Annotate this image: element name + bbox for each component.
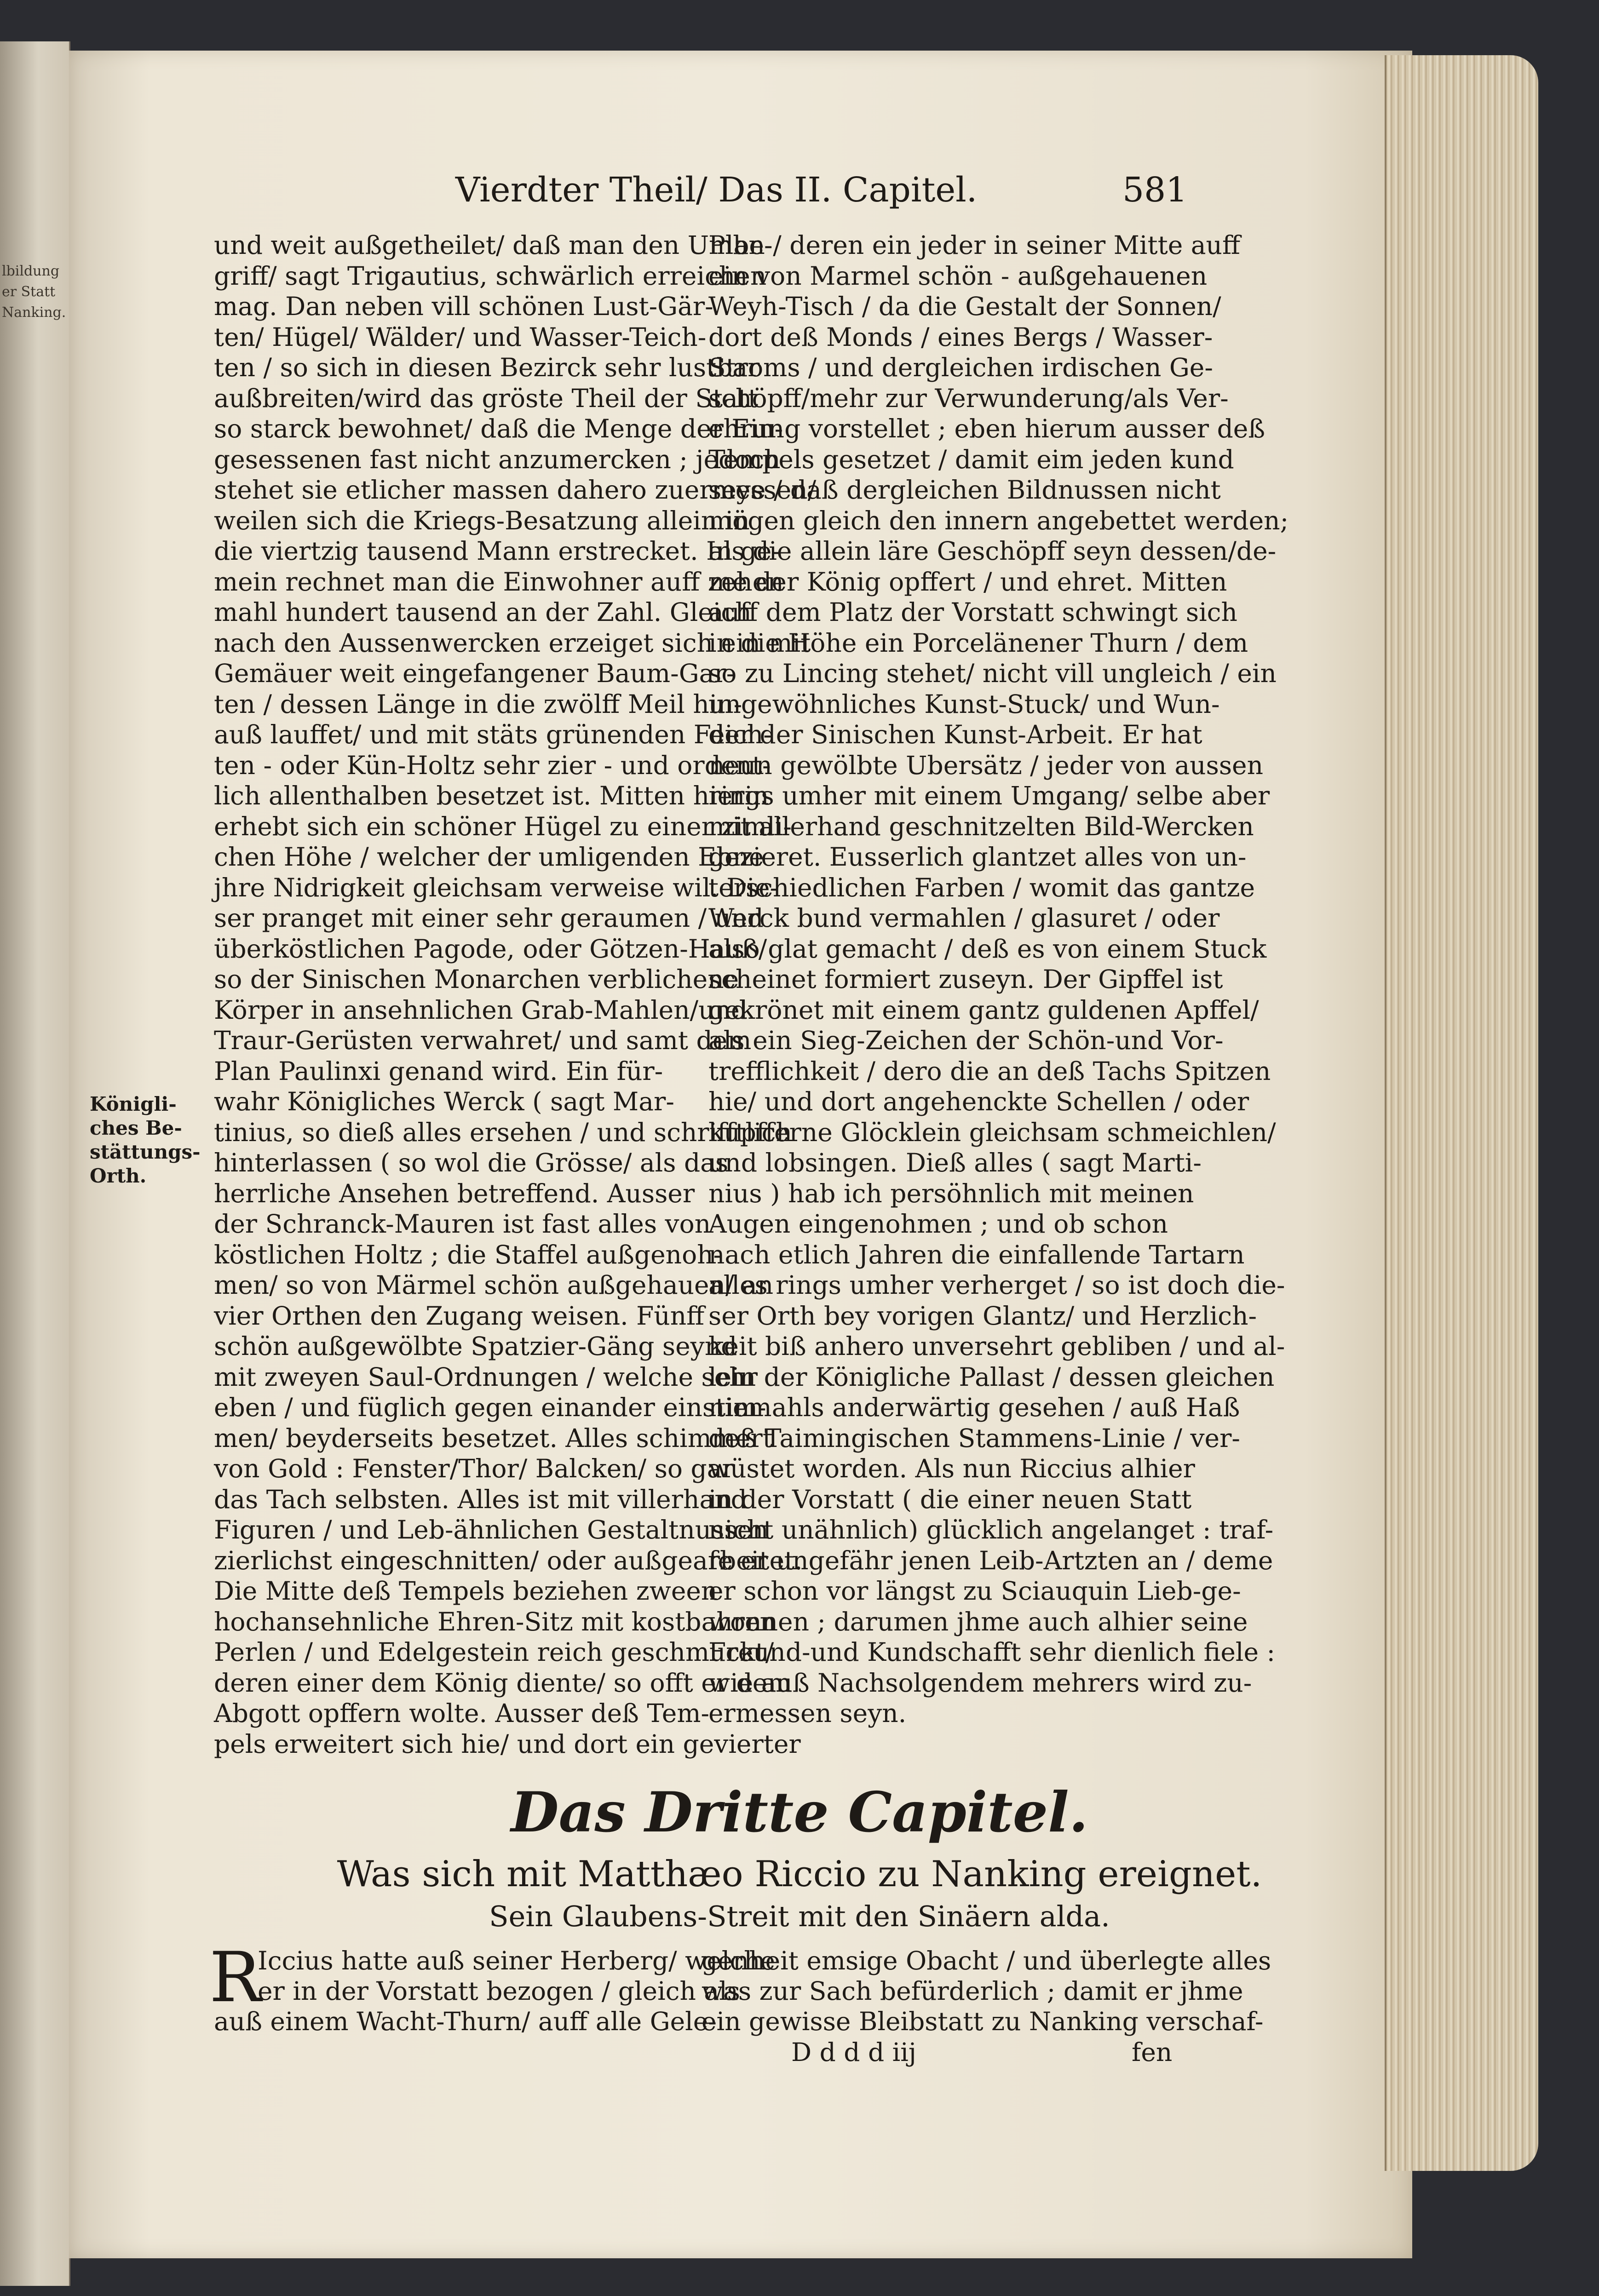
text-line: wonnen ; darumen jhme auch alhier seine (708, 1607, 1248, 1636)
text-line: me der König opffert / und ehret. Mitten (708, 567, 1227, 597)
text-line: so zu Lincing stehet/ nicht vill ungleich / ein (708, 659, 1277, 688)
text-line: gekrönet mit einem gantz guldenen Apffel/ (708, 995, 1259, 1025)
text-line: außbreiten/wird das gröste Theil der Statt (214, 383, 759, 413)
text-line: der der Sinischen Kunst-Arbeit. Er hat (708, 720, 1202, 749)
text-line: wahr Königliches Werck ( sagt Mar- (214, 1087, 674, 1116)
text-line: deren einer dem König diente/ so offt er dem (214, 1668, 792, 1698)
margin-note (90, 1092, 209, 1188)
text-line: er schon vor längst zu Sciauquin Lieb-ge- (708, 1576, 1241, 1606)
text-line: zierlichst eingeschnitten/ oder außgearbeitet. (214, 1545, 803, 1575)
chapter-title: Das Dritte Capitel. (511, 1780, 1088, 1845)
text-line: gesessenen fast nicht anzumercken ; jedoch (214, 444, 781, 474)
text-line: auff dem Platz der Vorstatt schwingt sich (708, 597, 1237, 627)
text-line: auß lauffet/ und mit stäts grünenden Feich- (214, 720, 772, 749)
text-line: tinius, so dieß alles ersehen / und schrifftlich (214, 1117, 792, 1147)
text-line: lein der Königliche Pallast / dessen gleichen (708, 1362, 1275, 1392)
text-line: griff/ sagt Trigautius, schwärlich erreichen (214, 261, 767, 291)
text-line: in die Höhe ein Porcelänener Thurn / dem (708, 628, 1248, 658)
text-line: keit biß anhero unversehrt gebliben / und al- (708, 1332, 1285, 1361)
chapter-body-left (214, 1946, 776, 2037)
text-line: mit allerhand geschnitzelten Bild-Wercken (708, 811, 1254, 841)
left-page-sidenote-line: lbildung (2, 263, 60, 279)
text-line: schöpff/mehr zur Verwunderung/als Ver- (708, 383, 1229, 413)
margin-note-line: stättungs- (90, 1141, 201, 1163)
body-line: was zur Sach befürderlich ; damit er jhme (702, 1976, 1243, 2006)
catchword: fen (1132, 2038, 1173, 2067)
text-line: überköstlichen Pagode, oder Götzen-Hauß/ (214, 934, 767, 964)
text-line: Traur-Gerüsten verwahret/ und samt dem (214, 1026, 752, 1055)
margin-note-line: Königli- (90, 1093, 177, 1115)
text-line: jhre Nidrigkeit gleichsam verweise wil. Die- (214, 872, 779, 902)
text-line: hochansehnliche Ehren-Sitz mit kostbahren (214, 1607, 776, 1636)
text-line: eben / und füglich gegen einander einstim- (214, 1393, 766, 1422)
text-line: in der Vorstatt ( die einer neuen Statt (708, 1484, 1192, 1514)
text-line: seye / daß dergleichen Bildnussen nicht (708, 475, 1221, 505)
body-line: auß einem Wacht-Thurn/ auff alle Gele- (214, 2007, 717, 2036)
text-line: deß Taimingischen Stammens-Linie / ver- (708, 1423, 1240, 1453)
text-line: Tempels gesetzet / damit eim jeden kund (708, 444, 1234, 474)
text-line: niemahls anderwärtig gesehen / auß Haß (708, 1393, 1240, 1422)
text-line: Die Mitte deß Tempels beziehen zween (214, 1576, 718, 1606)
text-line: der Schranck-Mauren ist fast alles von (214, 1209, 711, 1239)
text-line: stehet sie etlicher massen dahero zuermessen/ (214, 475, 817, 505)
text-line: Weyh-Tisch / da die Gestalt der Sonnen/ (708, 292, 1221, 321)
text-line: und lobsingen. Dieß alles ( sagt Marti- (708, 1148, 1202, 1177)
text-line: Perlen / und Edelgestein reich geschmuckt/ (214, 1637, 774, 1667)
text-column-right (708, 230, 1289, 1729)
text-line: Abgott opffern wolte. Ausser deß Tem- (214, 1699, 710, 1728)
text-line: wüstet worden. Als nun Riccius alhier (708, 1454, 1195, 1483)
text-line: Plan Paulinxi genand wird. Ein für- (214, 1056, 663, 1086)
text-line: Stroms / und dergleichen irdischen Ge- (708, 353, 1213, 382)
text-line: nach den Aussenwercken erzeiget sich ein mit (214, 628, 811, 658)
text-line: dort deß Monds / eines Bergs / Wasser- (708, 322, 1213, 352)
left-page-sidenote-line: er Statt (2, 284, 56, 300)
text-line: ten/ Hügel/ Wälder/ und Wasser-Teich- (214, 322, 707, 352)
text-line: gezieret. Eusserlich glantzet alles von un- (708, 842, 1247, 872)
text-line: von Gold : Fenster/Thor/ Balcken/ so gar (214, 1454, 734, 1483)
text-line: ten / dessen Länge in die zwölff Meil hin- (214, 689, 742, 719)
text-line: mahl hundert tausend an der Zahl. Gleich (214, 597, 752, 627)
signature-mark: D d d d iij (791, 2038, 916, 2067)
text-line: lich allenthalben besetzet ist. Mitten hierin (214, 781, 769, 810)
text-line: vier Orthen den Zugang weisen. Fünff (214, 1301, 705, 1331)
text-line: Plan / deren ein jeder in seiner Mitte auff (708, 230, 1241, 260)
text-line: ermessen seyn. (708, 1699, 907, 1728)
text-line: trefflichkeit / dero die an deß Tachs Spitzen (708, 1056, 1271, 1086)
text-line: ser pranget mit einer sehr geraumen / und (214, 903, 764, 933)
text-line: kupfferne Glöcklein gleichsam schmeichlen/ (708, 1117, 1276, 1147)
page-number: 581 (1122, 170, 1188, 210)
text-line: alles rings umher verherget / so ist doch die- (708, 1270, 1285, 1300)
body-line: genheit emsige Obacht / und überlegte alles (702, 1946, 1271, 1975)
text-line: das Tach selbsten. Alles ist mit villerhand (214, 1484, 747, 1514)
text-line: ser Orth bey vorigen Glantz/ und Herzlich- (708, 1301, 1257, 1331)
text-line: hinterlassen ( so wol die Grösse/ als das (214, 1148, 729, 1177)
body-line: Iccius hatte auß seiner Herberg/ welche (258, 1946, 776, 1975)
text-line: mein rechnet man die Einwohner auff zehen (214, 567, 784, 597)
text-line: scheinet formiert zuseyn. Der Gipffel ist (708, 964, 1223, 994)
text-line: die viertzig tausend Mann erstrecket. In ge- (214, 536, 781, 566)
text-line: herrliche Ansehen betreffend. Ausser (214, 1178, 695, 1208)
text-line: neun gewölbte Ubersätz / jeder von aussen (708, 750, 1264, 780)
text-line: Körper in ansehnlichen Grab-Mahlen/und (214, 995, 748, 1025)
text-line: men/ beyderseits besetzet. Alles schimmert (214, 1423, 773, 1453)
text-line: nicht unähnlich) glücklich angelanget : traf- (708, 1515, 1274, 1544)
left-page-edge (0, 41, 70, 2286)
text-line: nius ) hab ich persöhnlich mit meinen (708, 1178, 1194, 1208)
text-line: ungewöhnliches Kunst-Stuck/ und Wun- (708, 689, 1220, 719)
drop-cap: R (209, 1938, 261, 2018)
text-line: ten / so sich in diesen Bezirck sehr lustbar (214, 353, 760, 382)
text-line: pels erweitert sich hie/ und dort ein gevierter (214, 1729, 801, 1759)
chapter-heading: Was sich mit Matthæo Riccio zu Nanking ereignet. (337, 1854, 1262, 1895)
text-line: fe er ungefähr jenen Leib-Artzten an / deme (708, 1545, 1273, 1575)
text-line: nach etlich Jahren die einfallende Tartarn (708, 1240, 1245, 1269)
text-line: ten - oder Kün-Holtz sehr zier - und ordent- (214, 750, 771, 780)
text-line: Augen eingenohmen ; und ob schon (708, 1209, 1168, 1239)
margin-note-line: Orth. (90, 1165, 147, 1187)
text-line: als ein Sieg-Zeichen der Schön-und Vor- (708, 1026, 1224, 1055)
text-line: mit zweyen Saul-Ordnungen / welche sehr (214, 1362, 758, 1392)
text-line: erhebt sich ein schöner Hügel zu einer zimli- (214, 811, 792, 841)
text-line: schön außgewölbte Spatzier-Gäng seynd (214, 1332, 737, 1361)
text-line: men/ so von Märmel schön außgehauen/ an (214, 1270, 774, 1300)
text-line: so starck bewohnet/ daß die Menge der Ein- (214, 414, 783, 443)
text-line: chen Höhe / welcher der umligenden Ebne (214, 842, 764, 872)
text-line: und weit außgetheilet/ daß man den Umbe- (214, 230, 773, 260)
text-line: terschiedlichen Farben / womit das gantze (708, 872, 1255, 902)
text-line: mögen gleich den innern angebettet werden; (708, 505, 1289, 535)
text-line: Freund-und Kundschafft sehr dienlich fiele : (708, 1637, 1276, 1667)
text-line: hie/ und dort angehenckte Schellen / oder (708, 1087, 1249, 1116)
text-line: so der Sinischen Monarchen verblichene (214, 964, 739, 994)
left-page-sidenote-line: Nanking. (2, 304, 66, 321)
text-line: köstlichen Holtz ; die Staffel außgenoh- (214, 1240, 722, 1269)
text-line: wie auß Nachsolgendem mehrers wird zu- (708, 1668, 1252, 1698)
text-line: mag. Dan neben vill schönen Lust-Gär- (214, 292, 713, 321)
chapter-body-right (702, 1946, 1271, 2037)
text-line: Gemäuer weit eingefangener Baum-Gar- (214, 659, 735, 688)
text-line: weilen sich die Kriegs-Besatzung allein in (214, 505, 750, 535)
margin-note-line: ches Be- (90, 1117, 182, 1139)
text-line: Figuren / und Leb-ähnlichen Gestaltnussen (214, 1515, 769, 1544)
text-line: ein von Marmel schön - außgehauenen (708, 261, 1208, 291)
text-line: also glat gemacht / deß es von einem Stuck (708, 934, 1267, 964)
chapter-subheading: Sein Glaubens-Streit mit den Sinäern alda. (489, 1900, 1110, 1933)
text-line: ehrung vorstellet ; eben hierum ausser deß (708, 414, 1265, 443)
text-line: als die allein läre Geschöpff seyn dessen/de- (708, 536, 1277, 566)
text-line: rings umher mit einem Umgang/ selbe aber (708, 781, 1270, 810)
body-line: ein gewisse Bleibstatt zu Nanking verschaf- (702, 2007, 1264, 2036)
running-head: Vierdter Theil/ Das II. Capitel. (455, 170, 978, 210)
body-line: er in der Vorstatt bezogen / gleich als (258, 1976, 741, 2006)
text-line: Werck bund vermahlen / glasuret / oder (708, 903, 1220, 933)
